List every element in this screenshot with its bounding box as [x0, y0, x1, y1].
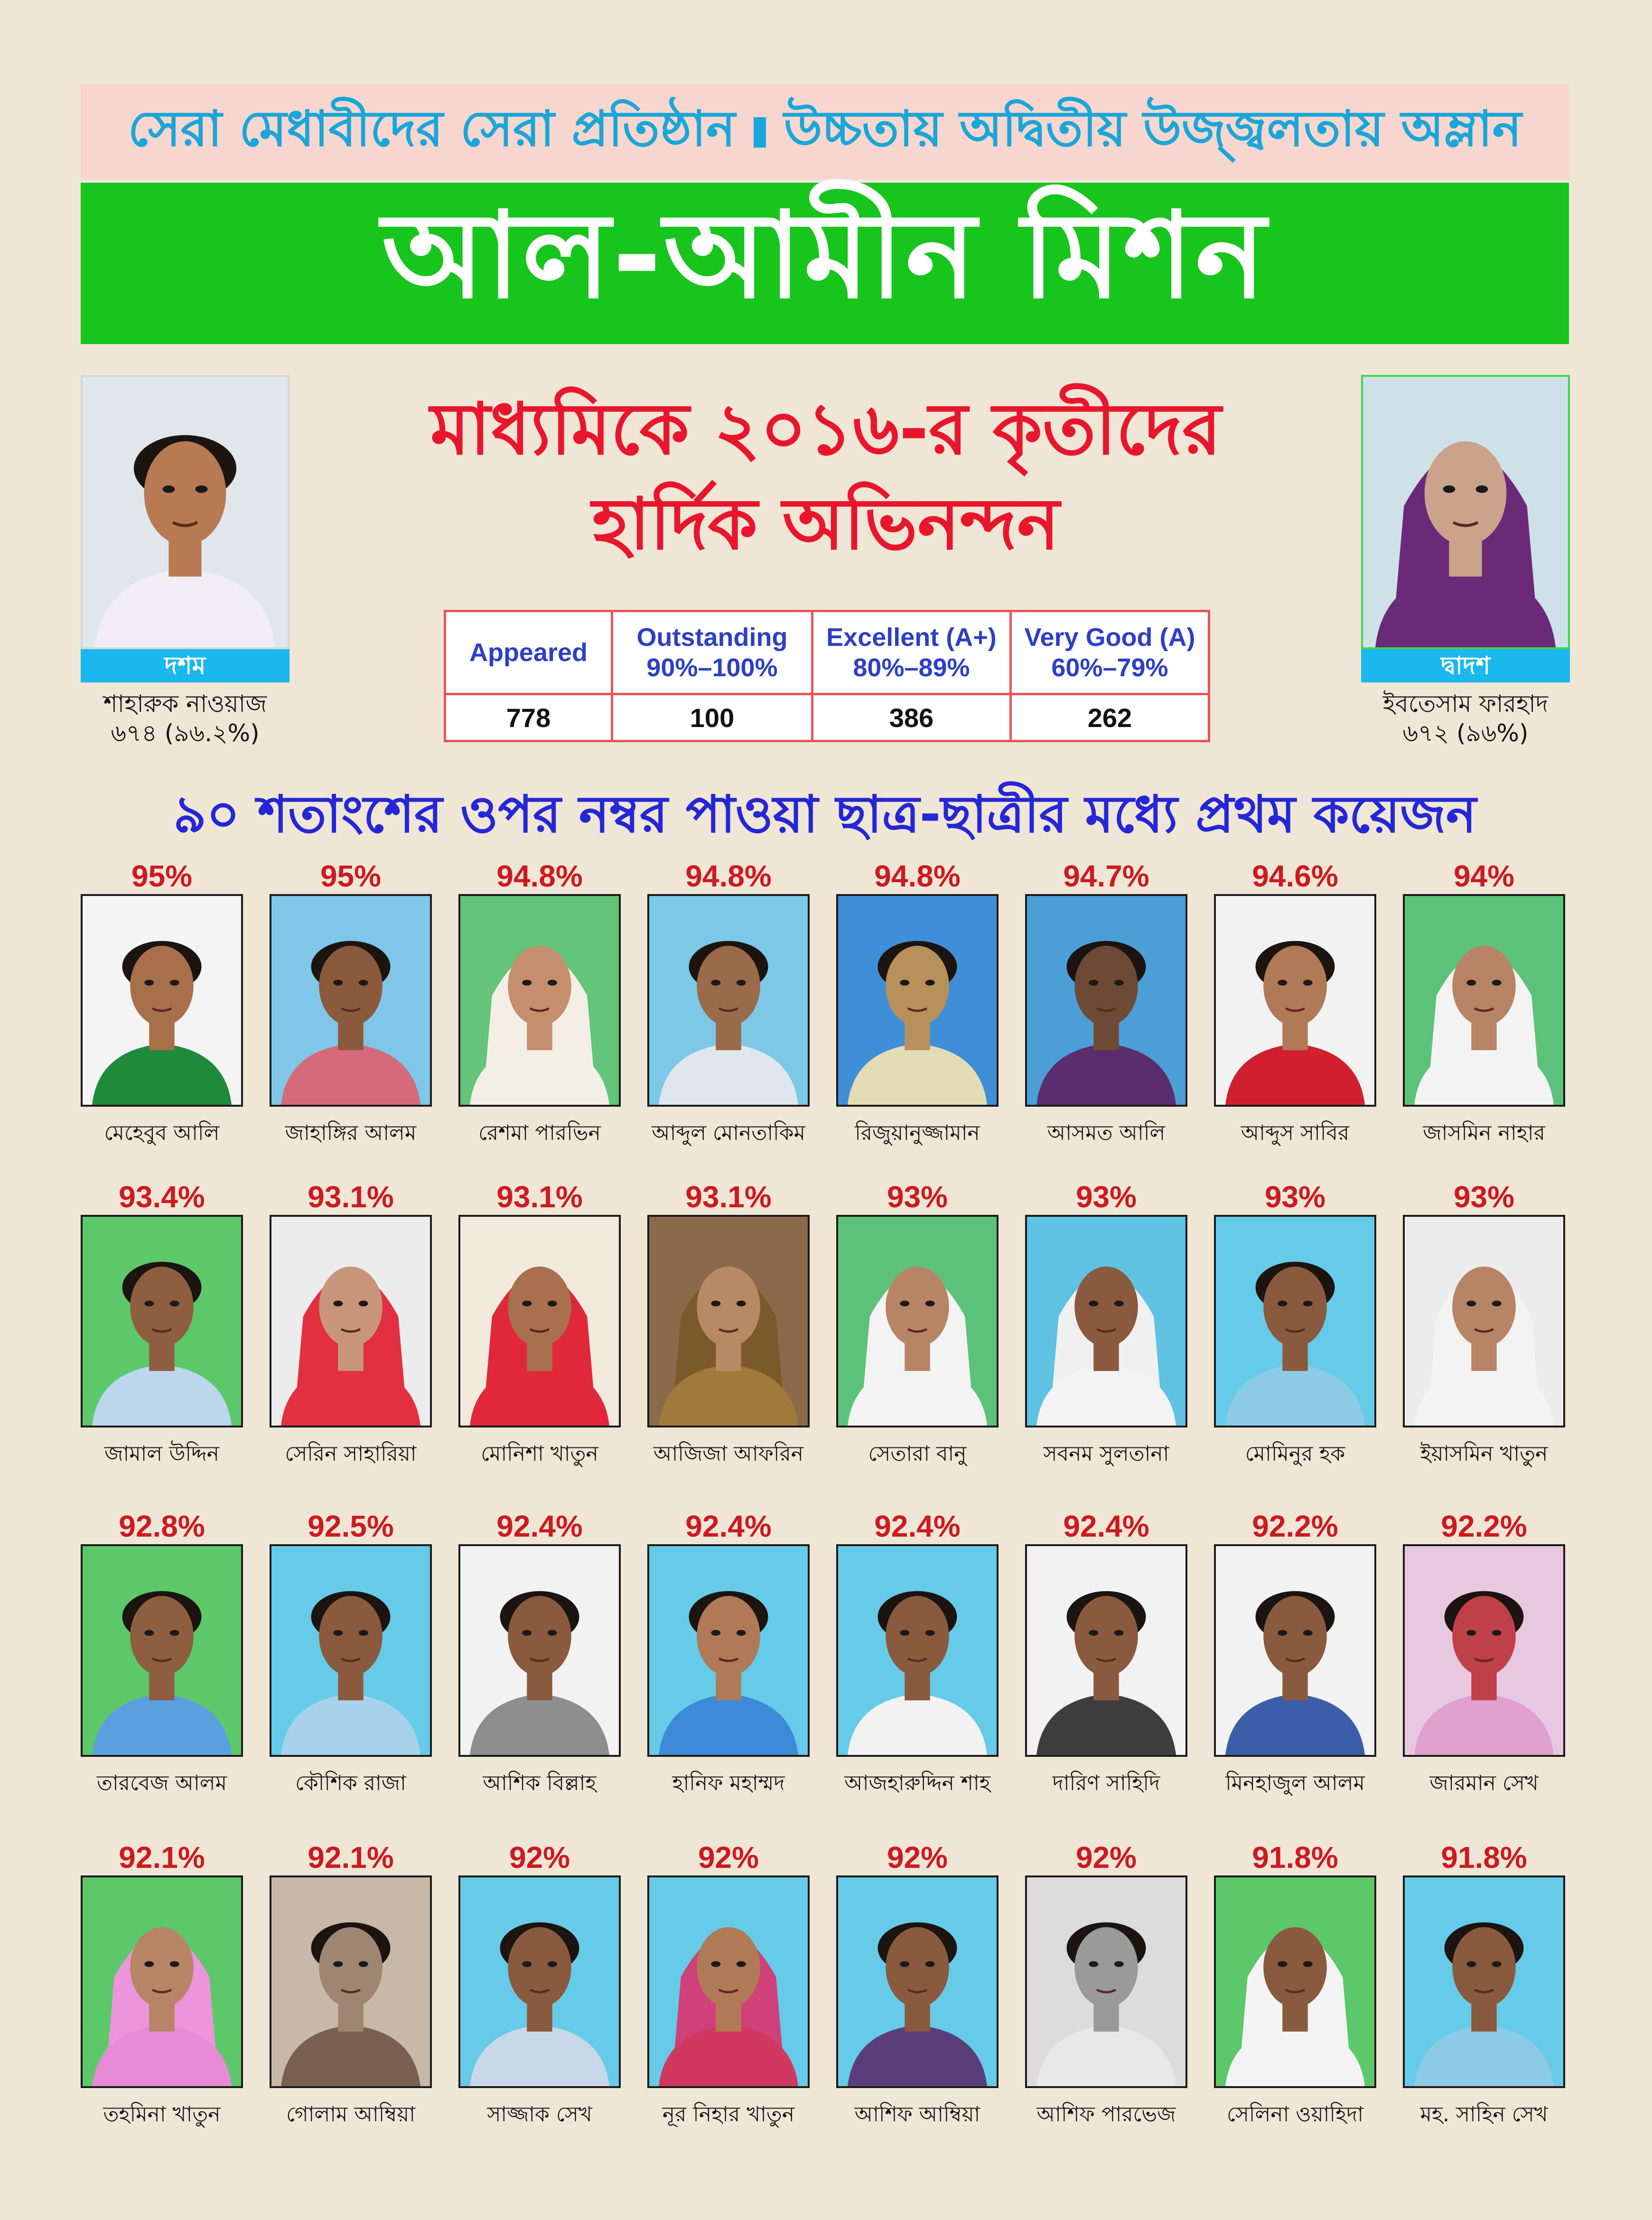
- results-table: [444, 610, 1210, 742]
- student-percentage: 92.4%: [496, 1509, 583, 1543]
- topper-right: [1361, 375, 1570, 748]
- student-card: [81, 1839, 243, 2133]
- student-card: [647, 1508, 810, 1802]
- student-percentage: 93%: [1453, 1180, 1515, 1214]
- student-percentage: 92%: [698, 1840, 759, 1875]
- header-line1: Very Good (A): [1024, 623, 1195, 652]
- portrait-image: [83, 377, 288, 647]
- student-photo: [270, 1215, 432, 1427]
- student-card: [1403, 1839, 1565, 2133]
- student-name: জামাল উদ্দিন: [104, 1442, 219, 1466]
- student-card: [458, 1179, 621, 1473]
- student-photo: [1214, 1544, 1376, 1757]
- student-photo: [81, 1544, 243, 1757]
- portrait-image: [838, 896, 997, 1105]
- student-card: [1403, 858, 1565, 1152]
- student-card: [1025, 858, 1187, 1152]
- student-photo: [458, 894, 621, 1107]
- student-name: সেতারা বানু: [868, 1442, 967, 1466]
- portrait-image: [460, 1877, 619, 2086]
- portrait-image: [649, 1217, 808, 1426]
- student-percentage: 94.8%: [685, 859, 772, 893]
- student-percentage: 95%: [131, 859, 193, 893]
- portrait-image: [1216, 1877, 1374, 2086]
- student-name: হানিফ মহাম্মদ: [672, 1771, 785, 1795]
- student-percentage: 92.2%: [1252, 1509, 1338, 1543]
- student-photo: [458, 1215, 621, 1427]
- student-name: তারবেজ আলম: [96, 1771, 227, 1795]
- student-name: সাজ্জাক সেখ: [487, 2102, 592, 2127]
- student-name: মোমিনুর হক: [1245, 1442, 1345, 1466]
- header-appeared: [445, 611, 612, 694]
- title-band: [81, 183, 1569, 344]
- portrait-image: [460, 1217, 619, 1426]
- student-card: [836, 1839, 999, 2133]
- student-card: [647, 858, 810, 1152]
- topper-left: [81, 375, 289, 748]
- student-percentage: 92.8%: [119, 1509, 205, 1543]
- student-photo: [1214, 1875, 1376, 2088]
- student-name: আজিজা আফরিন: [653, 1442, 803, 1466]
- student-card: [1214, 1179, 1376, 1473]
- header-very-good: [1010, 611, 1209, 694]
- student-card: [1214, 1508, 1376, 1802]
- student-card: [836, 858, 999, 1152]
- student-name: আশিক বিল্লাহ: [483, 1771, 597, 1795]
- topper-grade: দ্বাদশ: [1361, 649, 1570, 682]
- results-header-row: [445, 611, 1209, 694]
- portrait-image: [1405, 1546, 1563, 1755]
- value-very-good: 262: [1010, 694, 1209, 741]
- student-photo: [836, 1875, 999, 2088]
- header-line1: Excellent (A+): [826, 623, 997, 652]
- topper-photo: [1361, 375, 1570, 649]
- topper-name: শাহারুক নাওয়াজ: [103, 690, 267, 718]
- student-name: রিজুয়ানুজ্জামান: [855, 1121, 980, 1145]
- headline-line1: মাধ্যমিকে ২০১৬-র কৃতীদের: [430, 388, 1222, 471]
- portrait-image: [649, 1546, 808, 1755]
- tagline: [128, 91, 1522, 173]
- header-line1: Outstanding: [636, 623, 788, 652]
- portrait-image: [838, 1877, 997, 2086]
- student-name: মোনিশা খাতুন: [481, 1442, 598, 1466]
- student-name: আব্দুস সাবির: [1241, 1121, 1350, 1145]
- student-name: আজহারুদ্দিন শাহ: [844, 1771, 990, 1795]
- student-percentage: 94.6%: [1252, 859, 1338, 893]
- institution-title: আল-আমীন মিশন: [382, 187, 1268, 325]
- portrait-image: [649, 1877, 808, 2086]
- student-name: জারমান সেখ: [1429, 1771, 1539, 1795]
- student-card: [836, 1179, 999, 1473]
- student-percentage: 93.1%: [685, 1180, 772, 1214]
- student-name: জাহাঙ্গির আলম: [285, 1121, 417, 1145]
- student-card: [81, 1179, 243, 1473]
- value-outstanding: 100: [612, 694, 812, 741]
- portrait-image: [83, 896, 241, 1105]
- student-card: [647, 1179, 810, 1473]
- student-name: আশিফ আম্বিয়া: [854, 2102, 980, 2127]
- student-percentage: 94.8%: [496, 859, 583, 893]
- student-name: আসমত আলি: [1047, 1121, 1166, 1145]
- student-photo: [647, 1544, 810, 1757]
- portrait-image: [271, 1217, 430, 1426]
- student-card: [836, 1508, 999, 1802]
- portrait-image: [1363, 377, 1568, 647]
- student-card: [270, 858, 432, 1152]
- student-card: [270, 1839, 432, 2133]
- portrait-image: [1216, 1546, 1374, 1755]
- headline-line2: হার্দিক অভিনন্দন: [592, 483, 1060, 566]
- student-photo: [1214, 1215, 1376, 1427]
- header-line1: Appeared: [469, 638, 588, 667]
- student-photo: [836, 894, 999, 1107]
- student-percentage: 94%: [1453, 859, 1515, 893]
- student-percentage: 93.1%: [308, 1180, 394, 1214]
- portrait-image: [1216, 896, 1374, 1105]
- student-percentage: 92.4%: [874, 1509, 961, 1543]
- topper-name: ইবতেসাম ফারহাদ: [1382, 690, 1549, 718]
- portrait-image: [83, 1546, 241, 1755]
- portrait-image: [1405, 1217, 1563, 1426]
- student-photo: [1025, 1215, 1187, 1427]
- student-photo: [1403, 1215, 1565, 1427]
- header-line2: 90%–100%: [646, 653, 778, 682]
- student-card: [270, 1508, 432, 1802]
- student-photo: [836, 1215, 999, 1427]
- portrait-image: [460, 896, 619, 1105]
- student-photo: [1214, 894, 1376, 1107]
- portrait-image: [271, 896, 430, 1105]
- student-percentage: 92%: [509, 1840, 570, 1875]
- student-card: [1025, 1179, 1187, 1473]
- student-card: [647, 1839, 810, 2133]
- student-percentage: 93.4%: [119, 1180, 205, 1214]
- student-percentage: 92.4%: [1063, 1509, 1149, 1543]
- section-subhead: ৯০ শতাংশের ওপর নম্বর পাওয়া ছাত্র-ছাত্রীর মধ্যে প্রথম কয়েজন: [173, 785, 1477, 844]
- student-name: মহ. সাহিন সেখ: [1420, 2102, 1548, 2127]
- student-percentage: 93%: [887, 1180, 948, 1214]
- student-photo: [836, 1544, 999, 1757]
- student-photo: [81, 894, 243, 1107]
- portrait-image: [1027, 896, 1185, 1105]
- student-photo: [1025, 1544, 1187, 1757]
- student-photo: [1403, 1544, 1565, 1757]
- results-value-row: [445, 694, 1209, 741]
- header-excellent: [812, 611, 1010, 694]
- student-name: জাসমিন নাহার: [1423, 1121, 1545, 1145]
- student-percentage: 91.8%: [1441, 1840, 1527, 1875]
- topper-score: ৬৭৪ (৯৬.২%): [111, 719, 260, 747]
- topper-grade: দশম: [81, 649, 289, 682]
- student-percentage: 92.5%: [308, 1509, 394, 1543]
- student-card: [458, 1839, 621, 2133]
- value-appeared: 778: [445, 694, 612, 741]
- student-card: [1214, 858, 1376, 1152]
- student-photo: [647, 1875, 810, 2088]
- student-photo: [1403, 894, 1565, 1107]
- portrait-image: [83, 1217, 241, 1426]
- student-name: আব্দুল মোনতাকিম: [652, 1121, 805, 1145]
- student-photo: [81, 1215, 243, 1427]
- student-name: আশিফ পারভেজ: [1036, 2102, 1176, 2127]
- student-percentage: 92.1%: [308, 1840, 394, 1875]
- portrait-image: [1405, 896, 1563, 1105]
- student-percentage: 93%: [1264, 1180, 1326, 1214]
- portrait-image: [838, 1546, 997, 1755]
- topper-score: ৬৭২ (৯৬%): [1402, 719, 1529, 747]
- student-name: গোলাম আম্বিয়া: [286, 2102, 415, 2127]
- portrait-image: [271, 1877, 430, 2086]
- student-photo: [647, 1215, 810, 1427]
- student-card: [81, 1508, 243, 1802]
- student-photo: [1025, 1875, 1187, 2088]
- portrait-image: [83, 1877, 241, 2086]
- student-name: ইয়াসমিন খাতুন: [1420, 1442, 1548, 1466]
- student-card: [270, 1179, 432, 1473]
- header-line2: 80%–89%: [853, 653, 970, 682]
- student-percentage: 94.7%: [1063, 859, 1149, 893]
- student-percentage: 92%: [887, 1840, 948, 1875]
- student-photo: [270, 1875, 432, 2088]
- portrait-image: [1027, 1877, 1185, 2086]
- student-photo: [647, 894, 810, 1107]
- student-photo: [458, 1875, 621, 2088]
- student-photo: [270, 1544, 432, 1757]
- student-card: [1403, 1508, 1565, 1802]
- student-percentage: 92.1%: [119, 1840, 205, 1875]
- student-card: [1403, 1179, 1565, 1473]
- portrait-image: [460, 1546, 619, 1755]
- student-percentage: 93.1%: [496, 1180, 583, 1214]
- portrait-image: [649, 896, 808, 1105]
- value-excellent: 386: [812, 694, 1010, 741]
- student-name: তহমিনা খাতুন: [103, 2102, 221, 2127]
- student-name: সেরিন সাহারিয়া: [285, 1442, 417, 1466]
- student-percentage: 93%: [1075, 1180, 1137, 1214]
- student-name: সবনম সুলতানা: [1043, 1442, 1169, 1466]
- topper-photo: [81, 375, 289, 649]
- student-card: [1025, 1839, 1187, 2133]
- tagline-separator: [754, 117, 766, 148]
- student-name: মিনহাজুল আলম: [1225, 1771, 1365, 1795]
- student-photo: [270, 894, 432, 1107]
- portrait-image: [271, 1546, 430, 1755]
- student-percentage: 95%: [320, 859, 382, 893]
- student-name: নূর নিহার খাতুন: [662, 2102, 795, 2127]
- portrait-image: [1027, 1546, 1185, 1755]
- header-line2: 60%–79%: [1051, 653, 1168, 682]
- portrait-image: [838, 1217, 997, 1426]
- student-name: রেশমা পারভিন: [478, 1121, 601, 1145]
- student-card: [458, 1508, 621, 1802]
- student-card: [1214, 1839, 1376, 2133]
- student-percentage: 92%: [1075, 1840, 1137, 1875]
- student-photo: [1403, 1875, 1565, 2088]
- portrait-image: [1216, 1217, 1374, 1426]
- student-percentage: 91.8%: [1252, 1840, 1338, 1875]
- student-percentage: 92.2%: [1441, 1509, 1527, 1543]
- student-name: সেলিনা ওয়াহিদা: [1227, 2102, 1363, 2127]
- portrait-image: [1027, 1217, 1185, 1426]
- portrait-image: [1405, 1877, 1563, 2086]
- student-card: [1025, 1508, 1187, 1802]
- student-name: দারিণ সাহিদি: [1052, 1771, 1160, 1795]
- student-photo: [458, 1544, 621, 1757]
- student-photo: [1025, 894, 1187, 1107]
- student-card: [458, 858, 621, 1152]
- student-percentage: 92.4%: [685, 1509, 772, 1543]
- student-card: [81, 858, 243, 1152]
- tagline-left: সেরা মেধাবীদের সেরা প্রতিষ্ঠান: [128, 100, 736, 158]
- header-outstanding: [612, 611, 812, 694]
- tagline-right: উচ্চতায় অদ্বিতীয় উজ্জ্বলতায় অম্লান: [784, 100, 1522, 158]
- student-name: মেহেবুব আলি: [104, 1121, 220, 1145]
- student-name: কৌশিক রাজা: [295, 1771, 406, 1795]
- student-percentage: 94.8%: [874, 859, 961, 893]
- student-photo: [81, 1875, 243, 2088]
